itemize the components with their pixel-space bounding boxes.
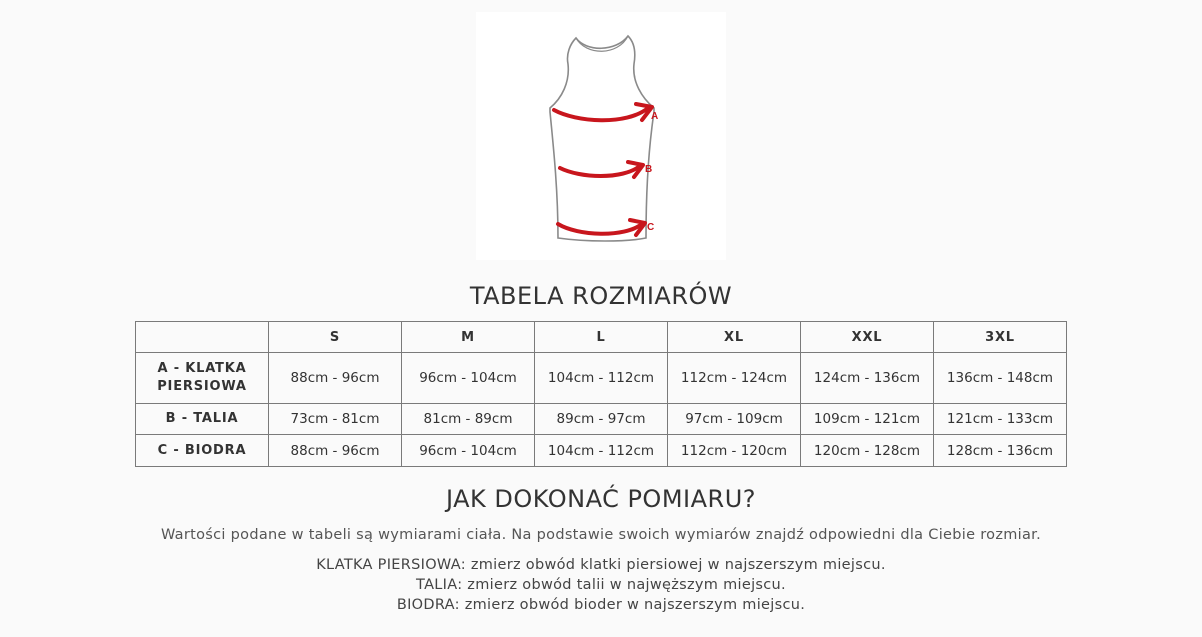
table-cell: 81cm - 89cm [402,404,535,435]
size-table [135,321,1067,467]
tank-top-diagram [476,12,726,260]
header-size-m: M [402,322,535,353]
table-cell: 112cm - 120cm [668,435,801,467]
table-cell: 136cm - 148cm [934,353,1067,404]
row-label-waist: B - TALIA [136,404,269,435]
row-label-chest-line1: A - KLATKA [157,361,247,376]
table-cell: 104cm - 112cm [535,353,668,404]
table-cell: 96cm - 104cm [402,353,535,404]
table-row-chest [136,353,1067,404]
instruction-chest: KLATKA PIERSIOWA: zmierz obwód klatki piersiowej w najszerszym miejscu. [316,557,886,573]
table-cell: 124cm - 136cm [801,353,934,404]
table-cell: 88cm - 96cm [269,435,402,467]
size-header-row [136,322,1067,353]
instruction-waist: TALIA: zmierz obwód talii w najwęższym miejscu. [416,577,786,593]
header-size-xl: XL [668,322,801,353]
measurement-intro-text: Wartości podane w tabeli są wymiarami ciała. Na podstawie swoich wymiarów znajdź odpowiedni dla Ciebie rozmiar. [160,527,1042,543]
size-table-title: TABELA ROZMIARÓW [469,282,733,310]
table-cell: 73cm - 81cm [269,404,402,435]
table-row-hips [136,435,1067,467]
table-cell: 89cm - 97cm [535,404,668,435]
table-cell: 121cm - 133cm [934,404,1067,435]
table-cell: 109cm - 121cm [801,404,934,435]
marker-b: B [645,164,653,175]
table-cell: 104cm - 112cm [535,435,668,467]
measurement-instructions [0,555,1202,615]
header-size-3xl: 3XL [934,322,1067,353]
table-row-waist [136,404,1067,435]
header-size-xxl: XXL [801,322,934,353]
table-cell: 120cm - 128cm [801,435,934,467]
table-cell: 96cm - 104cm [402,435,535,467]
how-to-measure-title: JAK DOKONAĆ POMIARU? [445,485,756,513]
row-label-hips: C - BIODRA [136,435,269,467]
header-size-s: S [269,322,402,353]
table-cell: 112cm - 124cm [668,353,801,404]
table-cell: 97cm - 109cm [668,404,801,435]
marker-a: A [651,111,659,122]
tank-top-illustration [476,12,726,260]
row-label-chest [136,353,269,404]
row-label-chest-line2: PIERSIOWA [157,379,247,394]
header-size-l: L [535,322,668,353]
table-cell: 88cm - 96cm [269,353,402,404]
table-cell: 128cm - 136cm [934,435,1067,467]
header-empty-cell [136,322,269,353]
marker-c: C [647,222,655,233]
tank-top-outline [550,36,654,241]
instruction-hips: BIODRA: zmierz obwód bioder w najszerszym miejscu. [396,597,806,613]
